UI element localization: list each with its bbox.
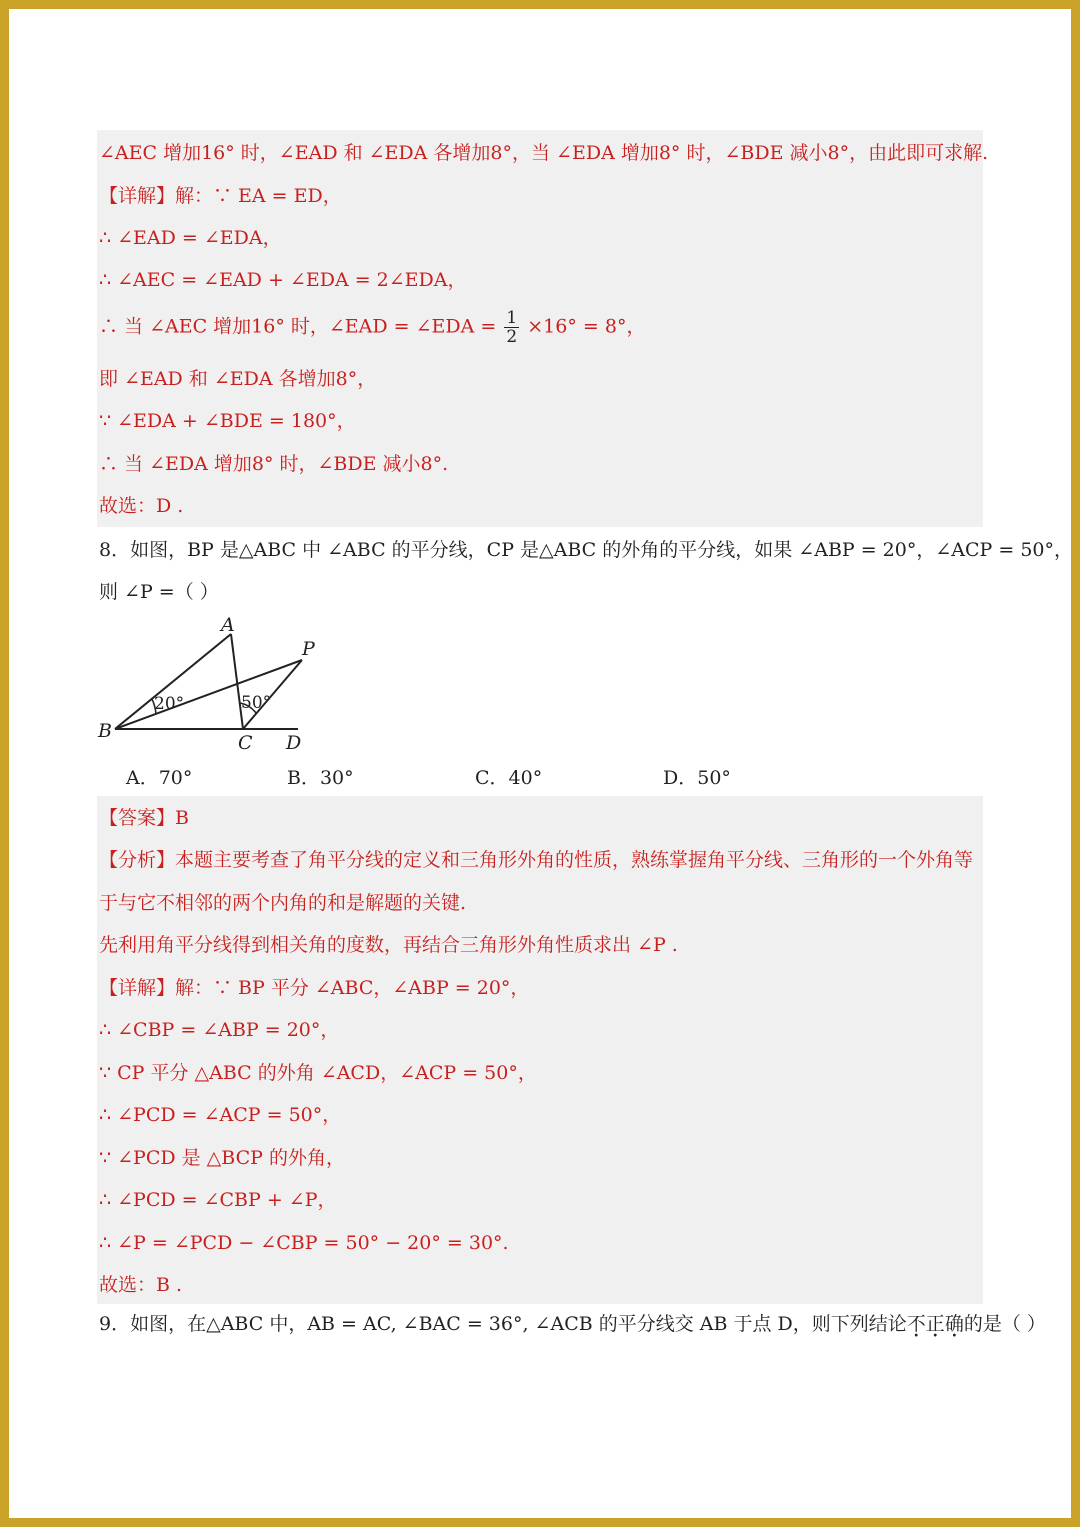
detail-line-6: ∴ ∠PCD = ∠CBP + ∠P， [99, 1189, 337, 1211]
emphasis-char-1: 不 [906, 1313, 926, 1335]
solution-8-choice: 故选：B . [99, 1274, 183, 1296]
solution-7-line-3: ∴ ∠EAD = ∠EDA， [99, 227, 282, 249]
solution-7-line-5-prefix: ∴ 当 ∠AEC 增加16° 时，∠EAD = ∠EDA = [99, 315, 497, 338]
detail-line-2: ∴ ∠CBP = ∠ABP = 20°， [99, 1019, 340, 1041]
option-A: A．70° [126, 767, 193, 789]
segment-BP [115, 660, 302, 729]
emphasis-char-2: 正 [925, 1313, 945, 1335]
question-9-text [99, 1312, 1046, 1336]
label-B: B [98, 720, 112, 742]
label-P: P [302, 638, 315, 660]
solution-7-line-6: 即 ∠EAD 和 ∠EDA 各增加8°， [99, 368, 377, 390]
option-D: D．50° [663, 767, 731, 789]
option-C: C．40° [475, 767, 543, 789]
angle-label-50: 50° [241, 693, 272, 713]
angle-label-20: 20° [154, 694, 185, 714]
solution-7-line-4: ∴ ∠AEC = ∠EAD + ∠EDA = 2∠EDA， [99, 269, 467, 291]
answer-label: 【答案】 [99, 807, 176, 829]
label-D: D [286, 732, 302, 754]
option-B: B．30° [287, 767, 354, 789]
detail-line-4: ∴ ∠PCD = ∠ACP = 50°， [99, 1104, 342, 1126]
question-9-main: 9．如图，在△ABC 中，AB = AC, ∠BAC = 36°, ∠ACB 的平分线交 AB 于点 D，则下列结论 [99, 1313, 907, 1335]
solution-7-line-7: ∵ ∠EDA + ∠BDE = 180°， [99, 410, 356, 432]
solution-8-answer [99, 806, 189, 830]
analysis-line-2: 于与它不相邻的两个内角的和是解题的关键. [99, 892, 467, 914]
detail-line-5: ∵ ∠PCD 是 △BCP 的外角， [99, 1147, 345, 1169]
solution-7-line-8: ∴ 当 ∠EDA 增加8° 时，∠BDE 减小8°. [99, 453, 449, 475]
question-8-text: 8．如图，BP 是△ABC 中 ∠ABC 的平分线，CP 是△ABC 的外角的平分线，如果 ∠ABP = 20°，∠ACP = 50°， [99, 539, 1074, 561]
detail-line-7: ∴ ∠P = ∠PCD − ∠CBP = 50° − 20° = 30°. [99, 1232, 509, 1254]
label-C: C [238, 732, 253, 754]
detail-line-3: ∵ CP 平分 △ABC 的外角 ∠ACD，∠ACP = 50°， [99, 1062, 537, 1084]
segment-BA [115, 634, 231, 729]
solution-7-line-1: ∠AEC 增加16° 时，∠EAD 和 ∠EDA 各增加8°，当 ∠EDA 增加8° 时，∠BDE 减小8°，由此即可求解. [99, 142, 989, 164]
question-9-tail: 的是（ ） [963, 1313, 1046, 1335]
solution-7-line-5-suffix: ×16° = 8°， [527, 315, 646, 338]
analysis-line-1: 【分析】本题主要考查了角平分线的定义和三角形外角的性质，熟练掌握角平分线、三角形的一个外角等 [99, 849, 974, 871]
fraction-denominator: 2 [506, 327, 518, 347]
analysis-line-3: 先利用角平分线得到相关角的度数，再结合三角形外角性质求出 ∠P . [99, 934, 678, 956]
solution-8-block [97, 796, 983, 1304]
fraction-one-half [504, 309, 519, 346]
question-8-blank: 则 ∠P =（ ） [99, 581, 219, 603]
label-A: A [221, 614, 235, 636]
question-8-figure [90, 610, 330, 756]
emphasis-char-3: 确 [944, 1313, 964, 1335]
solution-7-line-5 [99, 309, 645, 346]
fraction-numerator: 1 [506, 308, 518, 328]
solution-7-line-2: 【详解】解：∵ EA = ED， [99, 185, 342, 207]
solution-7-answer: 故选：D . [99, 495, 184, 517]
answer-value: B [175, 807, 189, 829]
detail-line-1: 【详解】解：∵ BP 平分 ∠ABC，∠ABP = 20°， [99, 977, 530, 999]
